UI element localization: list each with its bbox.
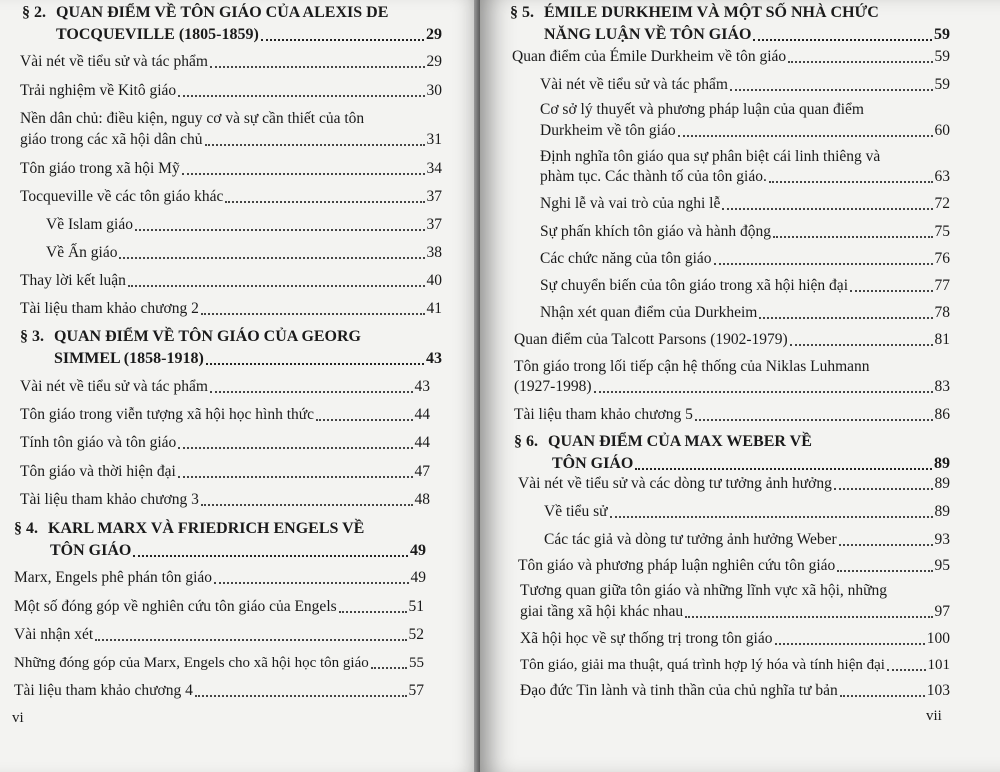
toc-entry[interactable] <box>14 681 424 701</box>
dot-leader <box>195 694 407 697</box>
page-number: 97 <box>934 603 950 620</box>
toc-entry[interactable] <box>540 249 950 269</box>
toc-entry[interactable] <box>514 330 950 350</box>
toc-entry[interactable] <box>46 215 442 235</box>
page-number: 75 <box>934 223 950 240</box>
entry-title: Tôn giáo và thời hiện đại <box>20 463 176 480</box>
entry-title: Tocqueville về các tôn giáo khác <box>20 188 224 205</box>
page-number: 29 <box>426 53 442 70</box>
page-number: 41 <box>426 300 442 317</box>
page-number: 100 <box>926 630 950 647</box>
entry-title: Marx, Engels phê phán tôn giáo <box>14 569 213 586</box>
dot-leader <box>773 235 933 238</box>
entry-title: Tính tôn giáo và tôn giáo <box>20 434 177 451</box>
toc-entry[interactable] <box>20 81 442 101</box>
entry-title: Cơ sở lý thuyết và phương pháp luận của quan điểm <box>540 101 864 118</box>
toc-entry[interactable] <box>540 194 950 214</box>
right-page <box>480 0 1000 772</box>
toc-entry[interactable] <box>20 159 442 179</box>
toc-entry[interactable] <box>20 433 430 453</box>
toc-entry[interactable] <box>20 490 430 510</box>
dot-leader <box>205 143 425 146</box>
dot-leader <box>371 666 407 669</box>
toc-entry[interactable] <box>20 130 442 150</box>
entry-title: Nhận xét quan điểm của Durkheim <box>540 304 758 321</box>
section-heading <box>510 2 950 46</box>
page-number: 49 <box>410 542 426 559</box>
entry-title: Các tác giả và dòng tư tưởng ảnh hưởng Weber <box>544 531 837 548</box>
page-folio: vi <box>12 710 24 726</box>
page-number: 40 <box>426 272 442 289</box>
page-number: 76 <box>934 250 950 267</box>
toc-entry[interactable] <box>514 405 950 425</box>
entry-title: Tài liệu tham khảo chương 5 <box>514 406 693 423</box>
left-page <box>0 0 480 772</box>
dot-leader <box>178 446 412 449</box>
dot-leader <box>753 38 932 41</box>
entry-title: Tài liệu tham khảo chương 3 <box>20 491 199 508</box>
dot-leader <box>730 88 933 91</box>
toc-entry[interactable] <box>520 655 950 675</box>
entry-title: Vài nét về tiểu sử và các dòng tư tưởng ảnh hưởng <box>518 475 832 492</box>
page-number: 89 <box>934 455 950 472</box>
entry-title: Định nghĩa tôn giáo qua sự phân biệt cái linh thiêng và <box>540 148 881 165</box>
page-number: 78 <box>934 304 950 321</box>
page-number: 57 <box>408 682 424 699</box>
entry-title: Nghi lễ và vai trò của nghi lễ <box>540 195 721 212</box>
page-number: 49 <box>410 569 426 586</box>
toc-entry[interactable] <box>20 405 430 425</box>
dot-leader <box>178 94 424 97</box>
page-number: 34 <box>426 160 442 177</box>
entry-title: Tôn giáo và phương pháp luận nghiên cứu tôn giáo <box>518 557 836 574</box>
toc-entry[interactable] <box>540 276 950 296</box>
entry-title: Một số đóng góp về nghiên cứu tôn giáo của Engels <box>14 598 337 615</box>
toc-entry[interactable] <box>520 629 950 649</box>
page-number: 63 <box>934 168 950 185</box>
dot-leader <box>201 312 425 315</box>
entry-title: Về Ấn giáo <box>46 244 118 261</box>
page-number: 31 <box>426 131 442 148</box>
section-heading <box>20 326 442 370</box>
dot-leader <box>214 581 408 584</box>
dot-leader <box>210 65 425 68</box>
section-heading <box>14 518 426 562</box>
toc-entry-line1[interactable] <box>20 109 442 129</box>
entry-title: Về tiểu sử <box>544 503 608 520</box>
section-title: QUAN ĐIỂM VỀ TÔN GIÁO CỦA GEORG <box>54 328 361 345</box>
entry-title: Sự phấn khích tôn giáo và hành động <box>540 223 771 240</box>
toc-entry[interactable] <box>14 597 424 617</box>
entry-title: Quan điểm của Talcott Parsons (1902-1979) <box>514 331 788 348</box>
dot-leader <box>759 316 932 319</box>
entry-title: Xã hội học về sự thống trị trong tôn giáo <box>520 630 773 647</box>
dot-leader <box>635 467 932 470</box>
toc-entry[interactable] <box>540 167 950 187</box>
page-number: 37 <box>426 216 442 233</box>
dot-leader <box>206 362 424 365</box>
dot-leader <box>339 610 407 613</box>
dot-leader <box>685 615 932 618</box>
dot-leader <box>594 390 933 393</box>
page-number: 77 <box>934 277 950 294</box>
page-number: 29 <box>426 26 442 43</box>
entry-title: Về Islam giáo <box>46 216 133 233</box>
dot-leader <box>840 694 925 697</box>
toc-entry[interactable] <box>20 299 442 319</box>
entry-title: Vài nhận xét <box>14 626 94 643</box>
dot-leader <box>837 569 932 572</box>
toc-entry[interactable] <box>540 75 950 95</box>
toc-entry[interactable] <box>514 377 950 397</box>
dot-leader <box>133 554 408 557</box>
entry-title: Vài nét về tiểu sử và tác phẩm <box>540 76 728 93</box>
dot-leader <box>210 390 413 393</box>
entry-title: giai tầng xã hội khác nhau <box>520 603 684 620</box>
dot-leader <box>788 60 932 63</box>
dot-leader <box>225 200 424 203</box>
toc-entry[interactable] <box>540 303 950 323</box>
page-number: 81 <box>934 331 950 348</box>
toc-entry-line1[interactable] <box>540 100 950 120</box>
dot-leader <box>135 228 425 231</box>
dot-leader <box>695 418 933 421</box>
toc-entry-line1[interactable] <box>520 581 950 601</box>
page-number: 95 <box>934 557 950 574</box>
section-number: § 3. <box>20 328 44 345</box>
toc-entry[interactable] <box>544 530 950 550</box>
page-number: 30 <box>426 82 442 99</box>
toc-entry[interactable] <box>520 681 950 701</box>
page-number: 47 <box>414 463 430 480</box>
toc-entry[interactable] <box>544 502 950 522</box>
page-number: 72 <box>934 195 950 212</box>
toc-entry[interactable] <box>20 377 430 397</box>
entry-title: Trải nghiệm về Kitô giáo <box>20 82 177 99</box>
page-folio: vii <box>926 708 942 724</box>
entry-title: Durkheim về tôn giáo <box>540 122 676 139</box>
toc-entry[interactable] <box>518 556 950 576</box>
dot-leader <box>834 487 933 490</box>
entry-title: Tôn giáo, giải ma thuật, quá trình hợp lý hóa và tính hiện đại <box>520 657 885 673</box>
section-heading <box>514 431 950 475</box>
page-number: 51 <box>408 598 424 615</box>
page-number: 55 <box>409 655 424 671</box>
dot-leader <box>790 343 933 346</box>
section-title: KARL MARX VÀ FRIEDRICH ENGELS VỀ <box>48 520 365 537</box>
page-number: 43 <box>426 350 442 367</box>
toc-entry[interactable] <box>20 52 442 72</box>
entry-title: Tương quan giữa tôn giáo và những lĩnh vực xã hội, những <box>520 582 888 599</box>
dot-leader <box>769 180 933 183</box>
entry-title: Sự chuyển biến của tôn giáo trong xã hội hiện đại <box>540 277 848 294</box>
entry-title: phàm tục. Các thành tố của tôn giáo. <box>540 168 767 185</box>
toc-entry[interactable] <box>540 121 950 141</box>
section-number: § 6. <box>514 433 538 450</box>
page-number: 43 <box>414 378 430 395</box>
section-heading <box>22 2 442 46</box>
entry-title: Tài liệu tham khảo chương 4 <box>14 682 193 699</box>
page-number: 38 <box>426 244 442 261</box>
section-number: § 4. <box>14 520 38 537</box>
dot-leader <box>678 134 933 137</box>
dot-leader <box>261 38 424 41</box>
page-number: 52 <box>408 626 424 643</box>
section-number: § 2. <box>22 4 46 21</box>
toc-entry[interactable] <box>518 474 950 494</box>
entry-title: Vài nét về tiểu sử và tác phẩm <box>20 378 208 395</box>
section-title: ÉMILE DURKHEIM VÀ MỘT SỐ NHÀ CHỨC <box>544 4 879 21</box>
dot-leader <box>775 642 925 645</box>
toc-entry[interactable] <box>20 271 442 291</box>
entry-title: Tôn giáo trong xã hội Mỹ <box>20 160 180 177</box>
page-number: 48 <box>414 491 430 508</box>
dot-leader <box>95 638 406 641</box>
entry-title: Thay lời kết luận <box>20 272 126 289</box>
entry-title: (1927-1998) <box>514 378 592 395</box>
page-number: 89 <box>934 475 950 492</box>
toc-entry[interactable] <box>540 222 950 242</box>
dot-leader <box>178 475 413 478</box>
dot-leader <box>119 256 424 259</box>
dot-leader <box>201 503 413 506</box>
toc-entry-line1[interactable] <box>540 147 950 167</box>
page-number: 93 <box>934 531 950 548</box>
page-number: 86 <box>934 406 950 423</box>
dot-leader <box>722 207 932 210</box>
section-number: § 5. <box>510 4 534 21</box>
dot-leader <box>316 418 412 421</box>
dot-leader <box>714 262 933 265</box>
page-number: 89 <box>934 503 950 520</box>
entry-title: Nền dân chủ: điều kiện, nguy cơ và sự cần thiết của tôn <box>20 110 365 127</box>
dot-leader <box>128 284 425 287</box>
page-number: 59 <box>934 26 950 43</box>
toc-entry[interactable] <box>46 243 442 263</box>
toc-entry[interactable] <box>14 568 426 588</box>
toc-entry[interactable] <box>20 187 442 207</box>
toc-entry[interactable] <box>20 462 430 482</box>
toc-entry[interactable] <box>520 602 950 622</box>
entry-title: Những đóng góp của Marx, Engels cho xã hội học tôn giáo <box>14 655 369 671</box>
dot-leader <box>182 172 425 175</box>
dot-leader <box>887 668 926 671</box>
page-number: 37 <box>426 188 442 205</box>
entry-title: Tôn giáo trong lối tiếp cận hệ thống của Niklas Luhmann <box>514 358 870 375</box>
page-number: 101 <box>927 657 950 673</box>
dot-leader <box>850 289 933 292</box>
entry-title: giáo trong các xã hội dân chủ <box>20 131 203 148</box>
section-title: QUAN ĐIỂM CỦA MAX WEBER VỀ <box>548 433 812 450</box>
entry-title: Các chức năng của tôn giáo <box>540 250 712 267</box>
entry-title: Tôn giáo trong viễn tượng xã hội học hình thức <box>20 406 315 423</box>
toc-entry[interactable] <box>14 625 424 645</box>
page-number: 83 <box>934 378 950 395</box>
dot-leader <box>610 515 933 518</box>
section-title: TOCQUEVILLE (1805-1859) <box>56 26 259 43</box>
section-title: TÔN GIÁO <box>50 542 132 559</box>
entry-title: Vài nét về tiểu sử và tác phẩm <box>20 53 208 70</box>
page-number: 59 <box>934 76 950 93</box>
toc-entry[interactable] <box>512 47 950 67</box>
section-title: SIMMEL (1858-1918) <box>54 350 204 367</box>
dot-leader <box>839 543 933 546</box>
section-title: QUAN ĐIỂM VỀ TÔN GIÁO CỦA ALEXIS DE <box>56 4 389 21</box>
entry-title: Quan điểm của Émile Durkheim về tôn giáo <box>512 48 787 65</box>
page-number: 60 <box>934 122 950 139</box>
toc-entry-line1[interactable] <box>514 357 950 377</box>
section-title: TÔN GIÁO <box>552 455 634 472</box>
page-number: 44 <box>414 434 430 451</box>
page-number: 59 <box>934 48 950 65</box>
toc-entry[interactable] <box>14 653 424 673</box>
entry-title: Tài liệu tham khảo chương 2 <box>20 300 199 317</box>
page-number: 103 <box>926 682 950 699</box>
section-title: NĂNG LUẬN VỀ TÔN GIÁO <box>544 26 752 43</box>
entry-title: Đạo đức Tin lành và tinh thần của chủ nghĩa tư bản <box>520 682 838 699</box>
page-number: 44 <box>414 406 430 423</box>
